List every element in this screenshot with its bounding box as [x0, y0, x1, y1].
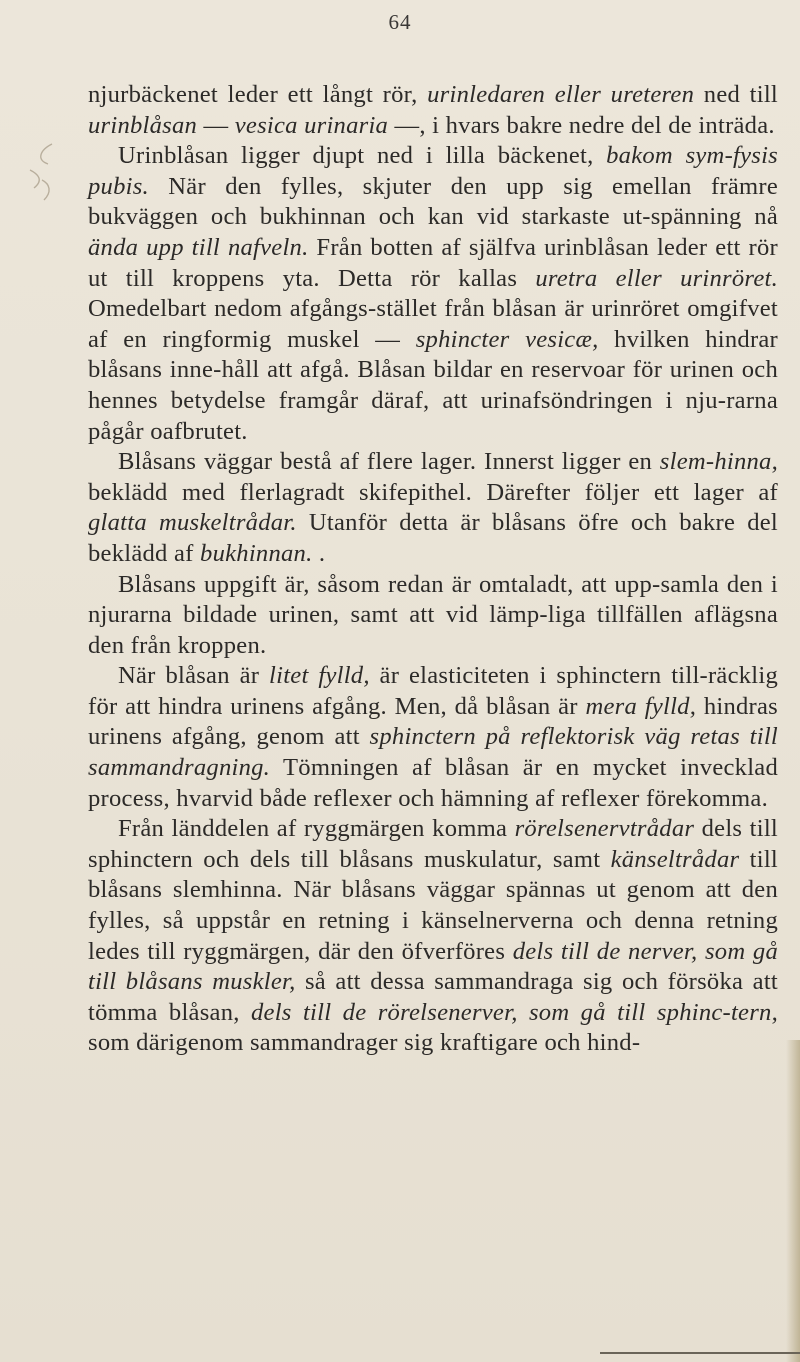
italic-term: sphinctern på reflektorisk väg retas till sammandragning.: [88, 723, 778, 782]
text-run: ned till: [694, 81, 778, 108]
italic-term: uretra eller urinröret.: [535, 264, 778, 292]
page-number: 64: [388, 10, 412, 34]
margin-pencil-mark-icon: [22, 140, 62, 210]
text-run: Från länddelen af ryggmärgen komma: [118, 815, 515, 843]
text-run: Tömningen af blåsan är en mycket invecklad process, hvarvid både reflexer och hämning af reflexer förekomma.: [88, 754, 778, 812]
text-run: Urinblåsan ligger djupt ned i lilla bäckenet,: [118, 142, 607, 170]
body-text: [88, 80, 778, 1059]
text-run: Blåsans väggar bestå af flere lager. Innerst ligger en: [118, 448, 660, 476]
paragraph-3: [88, 447, 778, 569]
italic-term: slem-hinna,: [659, 448, 778, 476]
text-run: —, i hvars bakre nedre del de inträda.: [388, 111, 775, 139]
paragraph-5: [88, 661, 778, 814]
italic-term: mera fylld,: [585, 692, 697, 720]
paragraph-4: [88, 570, 778, 662]
italic-term: bukhinnan.: [200, 539, 313, 567]
text-run: Från botten af själfva urinblåsan leder ett rör ut till kroppens yta. Detta rör kallas: [88, 233, 778, 292]
page-edge-line: [600, 1352, 800, 1354]
paragraph-2: [88, 141, 778, 447]
text-run: —: [197, 111, 235, 139]
text-run: är elasticiteten i sphinctern till-räcklig för att hindra urinens afgång. Men, då blåsan är: [88, 662, 779, 720]
paragraph-6: [88, 814, 778, 1059]
italic-term: vesica urinaria: [234, 111, 389, 139]
page-edge-stain: [786, 1040, 800, 1362]
italic-term: urinledaren eller ureteren: [427, 81, 695, 108]
text-run: till blåsans slemhinna. När blåsans väggar spännas ut genom att den fylles, så uppstår en retning i känselnerverna och denna retning ledes till ryggmärgen, där den öfverföres: [88, 845, 778, 965]
italic-term: dels till de nerver, som gå till blåsans muskler,: [88, 937, 779, 996]
italic-term: sphincter vesicæ,: [415, 325, 599, 353]
text-run: När den fylles, skjuter den upp sig emellan främre bukväggen och bukhinnan och kan vid starkaste ut-spänning nå: [88, 172, 778, 231]
text-run: Omedelbart nedom afgångs-stället från blåsan är urinröret omgifvet af en ringformig muskel —: [88, 295, 778, 353]
text-run: När blåsan är: [118, 662, 270, 690]
text-run: Utanför detta är blåsans öfre och bakre del beklädd af: [88, 509, 778, 567]
text-run: .: [312, 539, 326, 567]
italic-term: känseltrådar: [610, 845, 740, 873]
text-run: så att dessa sammandraga sig och försöka att tömma blåsan,: [88, 968, 778, 1026]
text-run: beklädd med flerlagradt skifepithel. Därefter följer ett lager af: [88, 478, 778, 506]
text-run: hindras urinens afgång, genom att: [88, 692, 778, 751]
paragraph-1: [88, 80, 778, 141]
italic-term: litet fylld,: [269, 662, 370, 690]
text-run: som därigenom sammandrager sig kraftigare och hind-: [88, 1029, 641, 1057]
text-run: hvilken hindrar blåsans inne-håll att afgå. Blåsan bildar en reservoar för urinen och hennes betydelse framgår däraf, att urinafsöndringen i nju-rarna pågår oafbrutet.: [88, 325, 778, 445]
italic-term: ända upp till nafveln.: [88, 233, 309, 261]
italic-term: bakom sym-fysis pubis.: [88, 142, 778, 200]
italic-term: dels till de rörelsenerver, som gå till sphinc-tern,: [251, 998, 778, 1026]
italic-term: urinblåsan: [88, 111, 198, 139]
italic-term: rörelsenervtrådar: [514, 815, 695, 843]
text-run: Blåsans uppgift är, såsom redan är omtaladt, att upp-samla den i njurarna bildade urinen, samt att vid lämp-liga tillfällen aflägsna den från kroppen.: [88, 570, 778, 659]
text-run: njurbäckenet leder ett långt rör,: [88, 81, 428, 108]
italic-term: glatta muskeltrådar.: [88, 509, 297, 537]
text-run: dels till sphinctern och dels till blåsans muskulatur, samt: [88, 815, 778, 873]
